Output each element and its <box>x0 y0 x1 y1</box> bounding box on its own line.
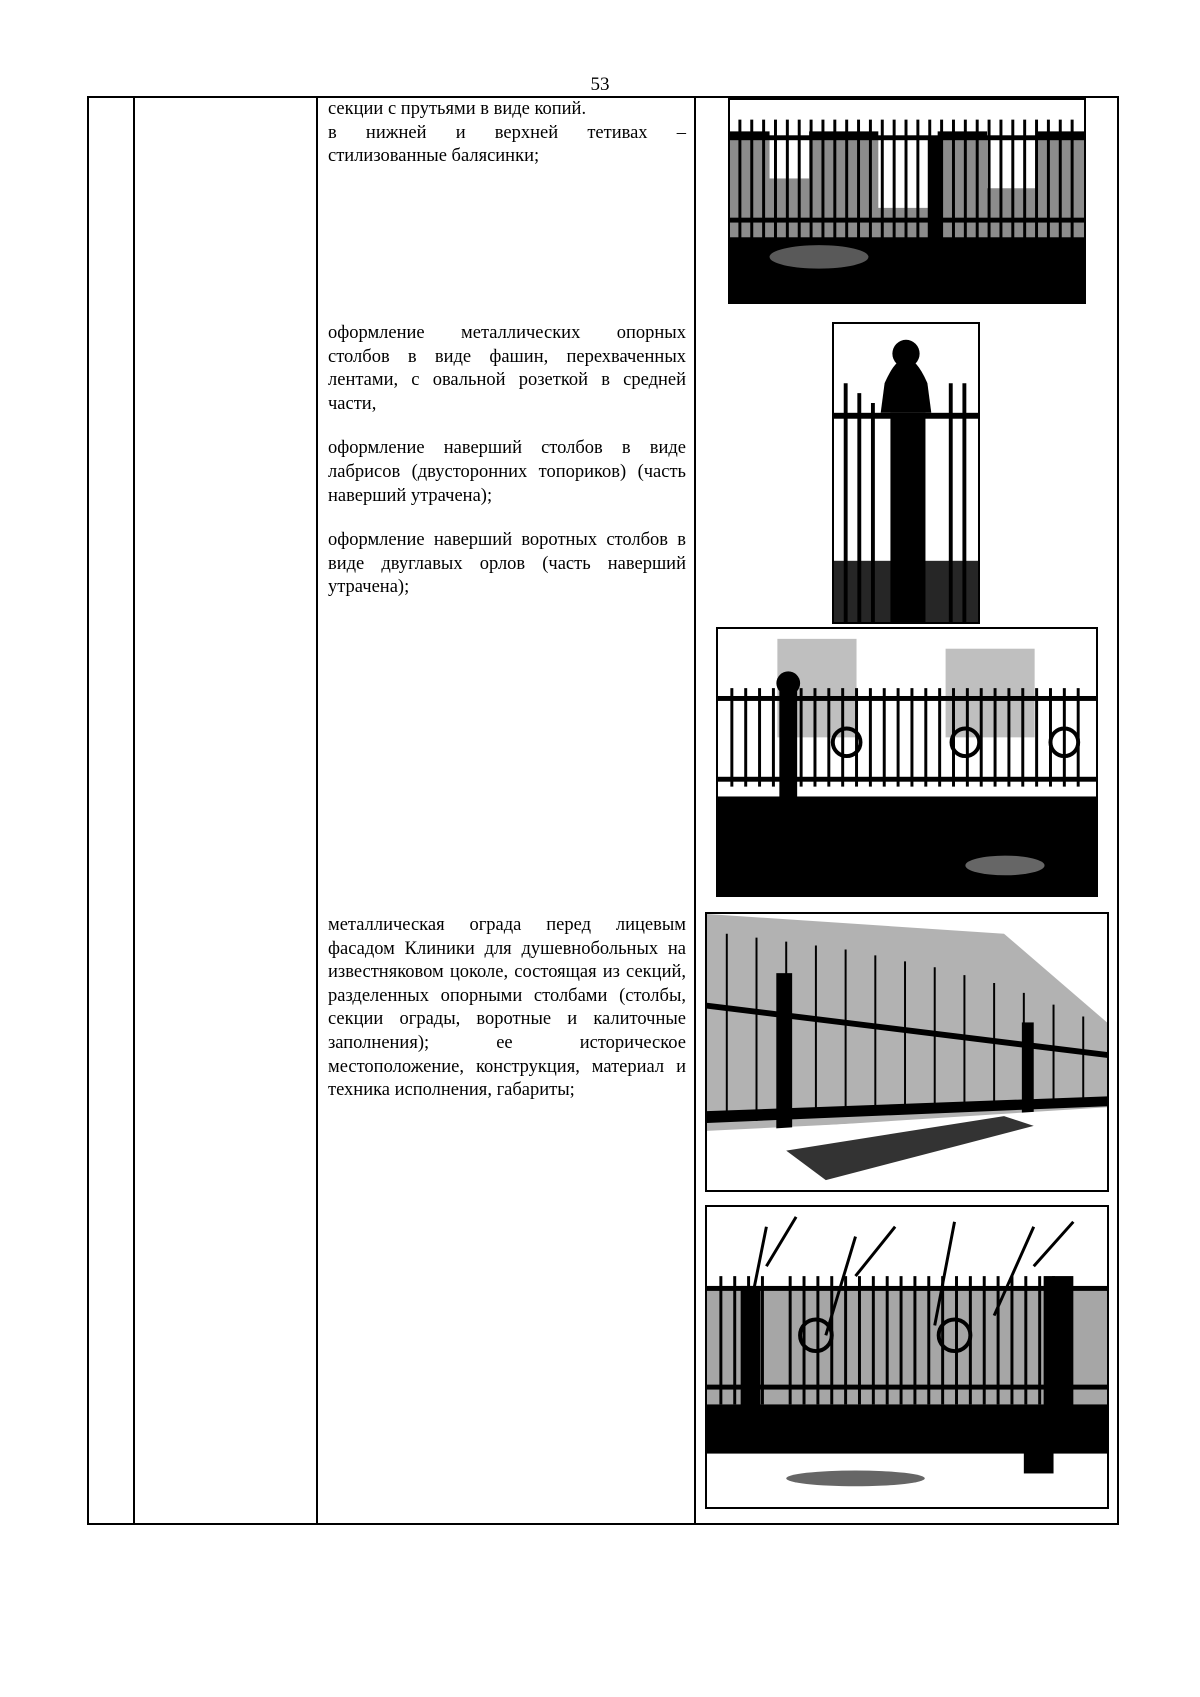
photo-post-eagle <box>832 322 980 624</box>
paragraph: оформление металлических опорных столбов в виде фашин, перехваченных лентами, с овальной розеткой в средней части, <box>328 323 686 414</box>
page-number: 53 <box>590 74 610 95</box>
column-divider-3 <box>694 96 696 1525</box>
text-block-spears <box>328 98 686 169</box>
photo-fence-winter <box>705 1205 1109 1509</box>
paragraph: металлическая ограда перед лицевым фасадом Клиники для душевнобольных на известняковом цоколе, состоящая из секций, разделенных опорными столбами (столбы, секции ограды, воротные и калиточные заполнения); ее историческое местоположение, конструкция, материал и техника исполнения, габариты; <box>328 915 686 1101</box>
column-divider-1 <box>133 96 135 1525</box>
photo-fence-rosettes <box>716 627 1098 897</box>
paragraph: оформление наверший столбов в виде лабрисов (двусторонних топориков) (часть наверший утрачена); <box>328 438 686 506</box>
paragraph: оформление наверший воротных столбов в виде двуглавых орлов (часть наверший утрачена); <box>328 530 686 598</box>
text-line: секции с прутьями в виде копий. <box>328 99 587 119</box>
text-line: в нижней и верхней тетивах – стилизованные балясинки; <box>328 122 686 167</box>
photo-fence-sections <box>728 98 1086 304</box>
text-block-fence <box>328 914 686 1103</box>
photo-fence-perspective <box>705 912 1109 1192</box>
text-block-posts <box>328 322 686 600</box>
column-divider-2 <box>316 96 318 1525</box>
